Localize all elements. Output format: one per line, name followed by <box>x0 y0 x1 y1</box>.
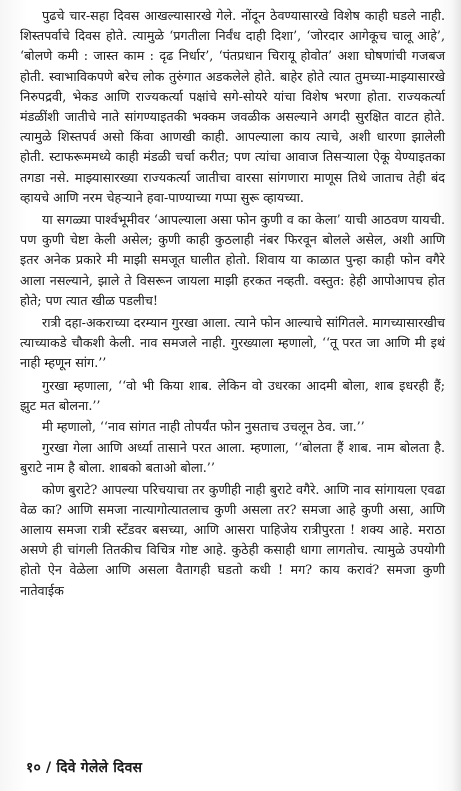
paragraph-2: या सगळ्या पार्श्वभूमीवर ‘आपल्याला असा फोन कुणी व का केला’ याची आठवण यायची. पण कुणी चेष्टा केली असेल; कुणी काही कुठलाही नंबर फिरवून बोलले असेल, अशी आणि इतर अनेक प्रकारे मी माझी समजूत घालीत होतो. शिवाय या काळात पुन्हा काही फोन वगैरे आला नसल्याने, झाले ते विसरून जायला माझी हरकत नव्हती. वस्तुत: हेही आपोआपच होत होते; पण त्यात खीळ पडलीच! <box>20 212 445 308</box>
page-edge-shadow <box>451 0 461 791</box>
paragraph-closing: कोण बुराटे? आपल्या परिचयाचा तर कुणीही नाही बुराटे वगैरे. आणि नाव सांगायला एवढा वेळ का? आणि समजा नात्यागोत्यातलाच कुणी असला तर? समजा आहे कुणी असा, आणि आलाय समजा रात्री स्टँडवर बसच्या, आणि आसरा पाहिजेय रात्रीपुरता ! शक्य आहे. मराठा असणे ही चांगली तितकीच विचित्र गोष्ट आहे. कुठेही कसाही धागा लागतोच. त्यामुळे उपयोगी होतो ऐन वेळेला आणि असला वैतागही घडतो कधी ! मग? काय करावं? समजा कुणी नातेवाईक <box>20 481 445 598</box>
footer-separator: / <box>46 760 52 776</box>
page-number: १० <box>26 760 41 776</box>
dialogue-line-3: गुरखा गेला आणि अर्ध्या तासाने परत आला. म्हणाला, ‘‘बोलता हैं शाब. नाम बोलता है. बुराटे नाम है बोला. शाबको बताओ बोला.’’ <box>20 440 445 476</box>
page-footer <box>26 758 142 777</box>
running-title: दिवे गेलेले दिवस <box>56 760 143 776</box>
paragraph-3: रात्री दहा-अकराच्या दरम्यान गुरखा आला. त्याने फोन आल्याचे सांगितले. मागच्यासारखीच त्याच्याकडे चौकशी केली. नाव समजले नाही. गुरख्याला म्हणालो, ‘‘तू परत जा आणि मी इथं नाही म्हणून सांग.’’ <box>20 315 445 371</box>
dialogue-line-2: मी म्हणालो, ‘‘नाव सांगत नाही तोपर्यंत फोन नुसताच उचलून ठेव. जा.’’ <box>42 419 365 435</box>
dialogue-line-1: गुरखा म्हणाला, ‘‘वो भी किया शाब. लेकिन वो उधरका आदमी बोला, शाब इधरही हैं; झुट मत बोलना.’’ <box>20 377 445 413</box>
page-body <box>20 6 445 603</box>
paragraph-1: पुढचे चार-सहा दिवस आखल्यासारखे गेले. नोंदून ठेवण्यासारखे विशेष काही घडले नाही. शिस्तपर्वाचे दिवस होते. त्यामुळे ‘प्रगतीला निर्वंध दाही दिशा’, ‘जोरदार आगेकूच चालू आहे’, ‘बोलणे कमी : जास्त काम : दृढ निर्धार’, ‘पंतप्रधान चिरायू होवोत’ अशा घोषणांची गजबज होती. स्वाभाविकपणे बरेच लोक तुरुंगात अडकलेले होते. बाहेर होते त्यात तुमच्या-माझ्यासारखे निरुपद्रवी, भेकड आणि राज्यकर्त्या पक्षांचे सगे-सोयरे यांचा विशेष भरणा होता. राज्यकर्त्या मंडळींशी जातीचे नाते सांगण्याइतकी भक्कम जवळीक असल्याने अगदी सुरक्षित वाटत होते. त्यामुळे शिस्तपर्व असो किंवा आणखी काही. आपल्याला काय त्याचे, अशी धारणा झालेली होती. स्टाफरूममध्ये काही मंडळी चर्चा करीत; पण त्यांचा आवाज तिसऱ्याला ऐकू येण्याइतका तगडा नसे. माझ्यासारख्या राज्यकर्त्या जातीचा वारसा सांगणारा माणूस तिथे जाताच तेही बंद व्हायचे आणि नरम चेहऱ्याने हवा-पाण्याच्या गप्पा सुरू व्हायच्या. <box>20 8 445 205</box>
